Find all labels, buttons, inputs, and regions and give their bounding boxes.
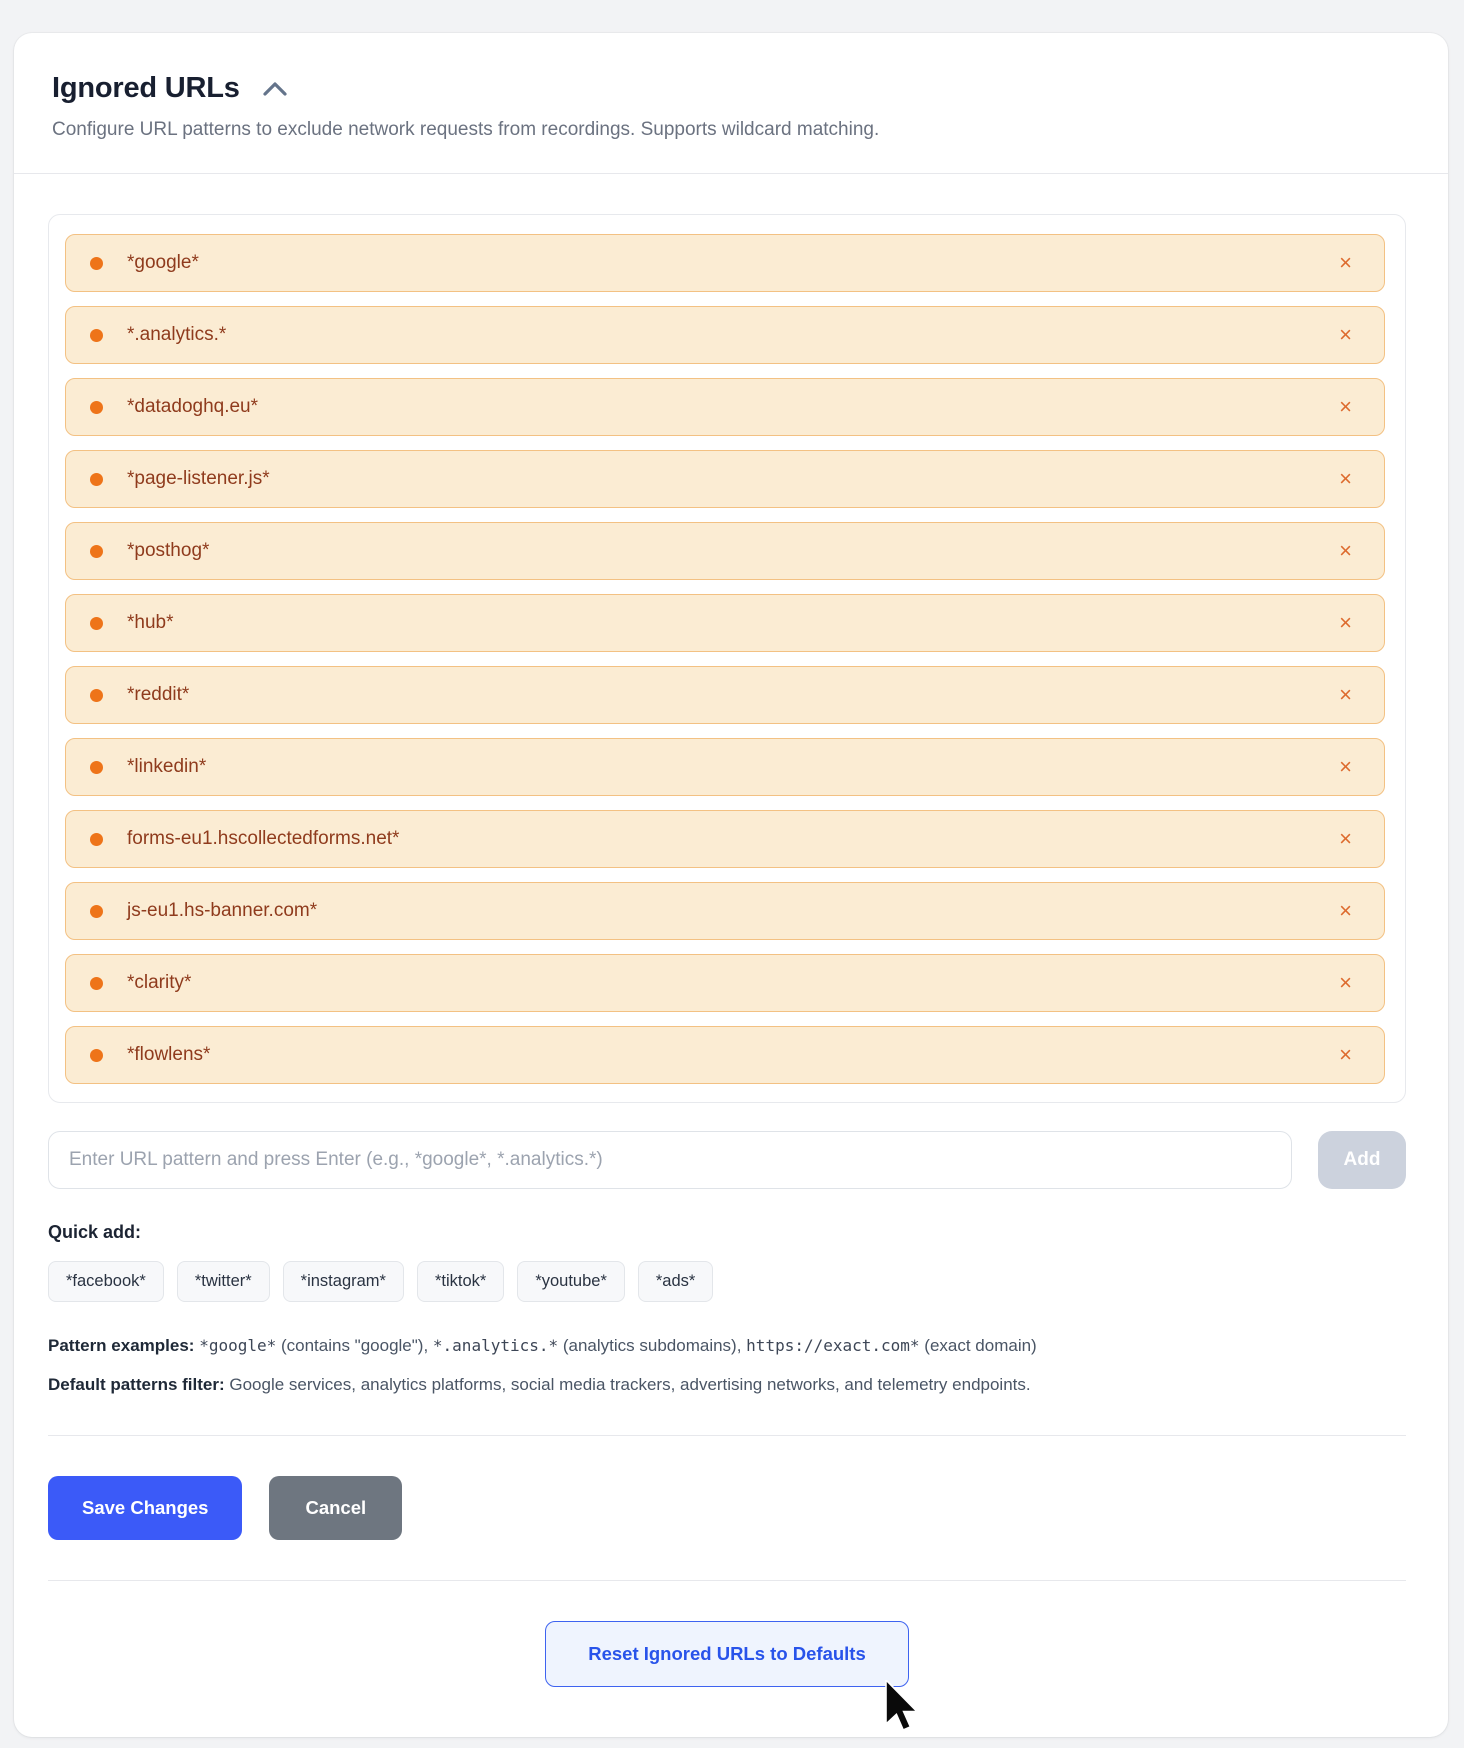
bullet-dot-icon bbox=[90, 689, 103, 702]
example-desc: (analytics subdomains), bbox=[558, 1336, 747, 1355]
ignored-url-pattern: *google* bbox=[127, 252, 199, 273]
quick-add-chip[interactable]: *tiktok* bbox=[417, 1261, 504, 1302]
ignored-url-pattern: *flowlens* bbox=[127, 1044, 211, 1065]
bullet-dot-icon bbox=[90, 545, 103, 558]
ignored-url-pattern: js-eu1.hs-banner.com* bbox=[127, 900, 318, 921]
ignored-url-pattern: forms-eu1.hscollectedforms.net* bbox=[127, 828, 400, 849]
default-patterns-text: Google services, analytics platforms, social media trackers, advertising networks, and telemetry endpoints. bbox=[224, 1374, 1031, 1394]
pattern-examples-label: Pattern examples: bbox=[48, 1336, 195, 1355]
default-patterns-label: Default patterns filter: bbox=[48, 1374, 225, 1394]
ignored-url-pattern: *linkedin* bbox=[127, 756, 207, 777]
remove-pattern-button[interactable]: × bbox=[1333, 896, 1358, 926]
bullet-dot-icon bbox=[90, 905, 103, 918]
quick-add-chip[interactable]: *facebook* bbox=[48, 1261, 164, 1302]
url-pattern-input[interactable] bbox=[48, 1131, 1292, 1189]
ignored-url-row bbox=[65, 738, 1385, 796]
remove-pattern-button[interactable]: × bbox=[1333, 392, 1358, 422]
save-changes-button[interactable]: Save Changes bbox=[48, 1476, 242, 1540]
add-pattern-button[interactable]: Add bbox=[1318, 1131, 1406, 1189]
bullet-dot-icon bbox=[90, 329, 103, 342]
pattern-examples bbox=[48, 1334, 1406, 1359]
ignored-url-pattern: *posthog* bbox=[127, 540, 210, 561]
example-code: https://exact.com* bbox=[746, 1336, 920, 1355]
remove-pattern-button[interactable]: × bbox=[1333, 824, 1358, 854]
ignored-url-row bbox=[65, 882, 1385, 940]
example-desc: (contains "google"), bbox=[276, 1336, 433, 1355]
remove-pattern-button[interactable]: × bbox=[1333, 1040, 1358, 1070]
collapse-section-button[interactable] bbox=[260, 75, 290, 105]
default-patterns-filter bbox=[48, 1375, 1406, 1395]
chevron-up-icon bbox=[262, 81, 288, 100]
remove-pattern-button[interactable]: × bbox=[1333, 608, 1358, 638]
quick-add-label: Quick add: bbox=[48, 1222, 142, 1242]
ignored-url-row bbox=[65, 594, 1385, 652]
ignored-url-pattern: *hub* bbox=[127, 612, 174, 633]
quick-add-chip[interactable]: *instagram* bbox=[283, 1261, 404, 1302]
bullet-dot-icon bbox=[90, 1049, 103, 1062]
panel-description: Configure URL patterns to exclude network requests from recordings. Supports wildcard matching. bbox=[52, 119, 880, 140]
ignored-url-row bbox=[65, 522, 1385, 580]
example-desc: (exact domain) bbox=[919, 1336, 1037, 1355]
ignored-url-pattern: *clarity* bbox=[127, 972, 192, 993]
ignored-url-row bbox=[65, 666, 1385, 724]
ignored-url-row bbox=[65, 234, 1385, 292]
example-code: *google* bbox=[199, 1336, 277, 1355]
bullet-dot-icon bbox=[90, 617, 103, 630]
page-title: Ignored URLs bbox=[52, 71, 240, 104]
remove-pattern-button[interactable]: × bbox=[1333, 464, 1358, 494]
ignored-url-row bbox=[65, 954, 1385, 1012]
panel-header bbox=[14, 33, 1448, 141]
remove-pattern-button[interactable]: × bbox=[1333, 752, 1358, 782]
remove-pattern-button[interactable]: × bbox=[1333, 968, 1358, 998]
ignored-url-pattern: *datadoghq.eu* bbox=[127, 396, 259, 417]
remove-pattern-button[interactable]: × bbox=[1333, 248, 1358, 278]
ignored-url-list bbox=[48, 214, 1406, 1103]
cancel-button[interactable]: Cancel bbox=[269, 1476, 402, 1540]
ignored-url-row bbox=[65, 450, 1385, 508]
remove-pattern-button[interactable]: × bbox=[1333, 680, 1358, 710]
quick-add-chip[interactable]: *youtube* bbox=[517, 1261, 625, 1302]
bullet-dot-icon bbox=[90, 833, 103, 846]
bottom-divider bbox=[48, 1580, 1406, 1581]
remove-pattern-button[interactable]: × bbox=[1333, 320, 1358, 350]
ignored-url-row bbox=[65, 378, 1385, 436]
remove-pattern-button[interactable]: × bbox=[1333, 536, 1358, 566]
bullet-dot-icon bbox=[90, 401, 103, 414]
bullet-dot-icon bbox=[90, 473, 103, 486]
ignored-url-row bbox=[65, 1026, 1385, 1084]
ignored-url-pattern: *.analytics.* bbox=[127, 324, 227, 345]
bullet-dot-icon bbox=[90, 761, 103, 774]
bullet-dot-icon bbox=[90, 977, 103, 990]
example-code: *.analytics.* bbox=[432, 1336, 559, 1355]
ignored-url-pattern: *reddit* bbox=[127, 684, 190, 705]
reset-defaults-button[interactable]: Reset Ignored URLs to Defaults bbox=[545, 1621, 909, 1687]
ignored-url-pattern: *page-listener.js* bbox=[127, 468, 270, 489]
ignored-url-row bbox=[65, 306, 1385, 364]
quick-add-chip[interactable]: *twitter* bbox=[177, 1261, 270, 1302]
quick-add-chips bbox=[48, 1261, 1406, 1302]
ignored-urls-panel bbox=[14, 33, 1448, 1737]
quick-add-chip[interactable]: *ads* bbox=[638, 1261, 713, 1302]
ignored-url-row bbox=[65, 810, 1385, 868]
mid-divider bbox=[48, 1435, 1406, 1436]
bullet-dot-icon bbox=[90, 257, 103, 270]
